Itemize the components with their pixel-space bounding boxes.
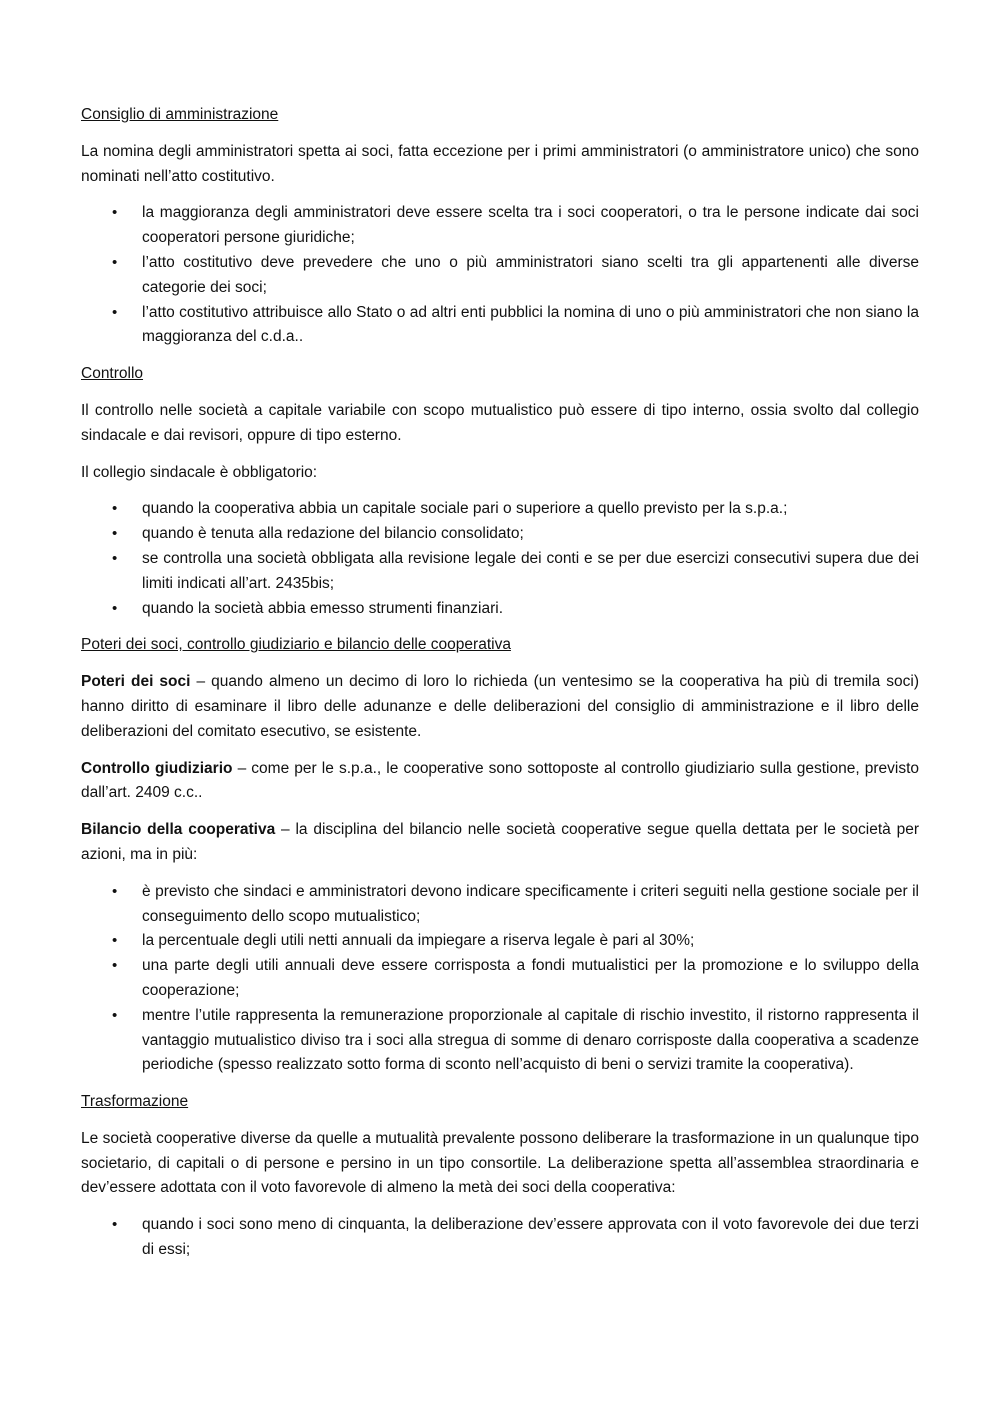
list-item: • quando è tenuta alla redazione del bilancio consolidato; [81, 522, 919, 547]
text-controllo-giudiziario: – come per le s.p.a., le cooperative sono sottoposte al controllo giudiziario sulla gestione, previsto dall’art. 2409 c.c.. [81, 759, 919, 802]
list-item: • quando la cooperativa abbia un capitale sociale pari o superiore a quello previsto per la s.p.a.; [81, 497, 919, 522]
text-poteri-soci: – quando almeno un decimo di loro lo richieda (un ventesimo se la cooperativa ha più di tremila soci) hanno diritto di esaminare il libro delle adunanze e delle deliberazioni del consiglio di amministrazione e il libro delle deliberazioni del comitato esecutivo, se esistente. [81, 673, 919, 740]
list-item: • la maggioranza degli amministratori deve essere scelta tra i soci cooperatori, o tra le persone indicate dai soci cooperatori persone giuridiche; [81, 201, 919, 251]
list-item: • quando la società abbia emesso strumenti finanziari. [81, 597, 919, 622]
heading-controllo: Controllo [81, 365, 144, 383]
paragraph-trasformazione: Le società cooperative diverse da quelle a mutualità prevalente possono deliberare la trasformazione in un qualunque tipo societario, di capitali o di persone e persino in un tipo consortile. La deliberazione spetta all’assemblea straordinaria e dev’essere adottata con il voto favorevole di almeno la metà dei soci della cooperativa: [81, 1129, 919, 1197]
paragraph-controllo: Il controllo nelle società a capitale variabile con scopo mutualistico può essere di tipo interno, ossia svolto dal collegio sindacale e dai revisori, oppure di tipo esterno. [81, 401, 919, 444]
document-page [81, 103, 919, 1275]
list-item: • quando i soci sono meno di cinquanta, la deliberazione dev’essere approvata con il voto favorevole dei due terzi di essi; [81, 1213, 919, 1263]
list-item: • mentre l’utile rappresenta la remunerazione proporzionale al capitale di rischio investito, il ristorno rappresenta il vantaggio mutualistico diviso tra i soci alla stregua di somme di denaro corrisposte dalla cooperativa a scadenze periodiche (spesso realizzato sotto forma di sconto nell’acquisto di beni o servizi tramite la cooperativa). [81, 1004, 919, 1078]
term-controllo-giudiziario: Controllo giudiziario [81, 759, 233, 777]
paragraph-collegio: Il collegio sindacale è obbligatorio: [81, 463, 318, 481]
list-item: • una parte degli utili annuali deve essere corrisposta a fondi mutualistici per la promozione e lo sviluppo della cooperazione; [81, 954, 919, 1004]
heading-trasformazione: Trasformazione [81, 1093, 189, 1111]
list-trasformazione [81, 1213, 919, 1263]
text-bilancio: – la disciplina del bilancio nelle società cooperative segue quella dettata per le società per azioni, ma in più: [81, 821, 919, 863]
list-bilancio [81, 880, 919, 1078]
paragraph-bilancio [81, 818, 919, 868]
list-item: • se controlla una società obbligata alla revisione legale dei conti e se per due esercizi consecutivi supera due dei limiti indicati all’art. 2435bis; [81, 547, 919, 597]
list-consiglio [81, 201, 919, 350]
list-collegio [81, 497, 919, 621]
paragraph-nomina: La nomina degli amministratori spetta ai soci, fatta eccezione per i primi amministratori (o amministratore unico) che sono nominati nell’atto costitutivo. [81, 142, 919, 185]
heading-poteri: Poteri dei soci, controllo giudiziario e bilancio delle cooperativa [81, 636, 511, 654]
paragraph-poteri-soci [81, 670, 919, 744]
term-poteri-soci: Poteri dei soci [81, 673, 191, 691]
list-item: • l’atto costitutivo attribuisce allo Stato o ad altri enti pubblici la nomina di uno o più amministratori che non siano la maggioranza del c.d.a.. [81, 301, 919, 351]
list-item: • è previsto che sindaci e amministratori devono indicare specificamente i criteri seguiti nella gestione sociale per il conseguimento dello scopo mutualistico; [81, 880, 919, 930]
paragraph-controllo-giudiziario [81, 757, 919, 807]
list-item: • la percentuale degli utili netti annuali da impiegare a riserva legale è pari al 30%; [81, 929, 919, 954]
heading-consiglio: Consiglio di amministrazione [81, 106, 279, 123]
term-bilancio: Bilancio della cooperativa [81, 821, 276, 839]
list-item: • l’atto costitutivo deve prevedere che uno o più amministratori siano scelti tra gli appartenenti alle diverse categorie dei soci; [81, 251, 919, 301]
